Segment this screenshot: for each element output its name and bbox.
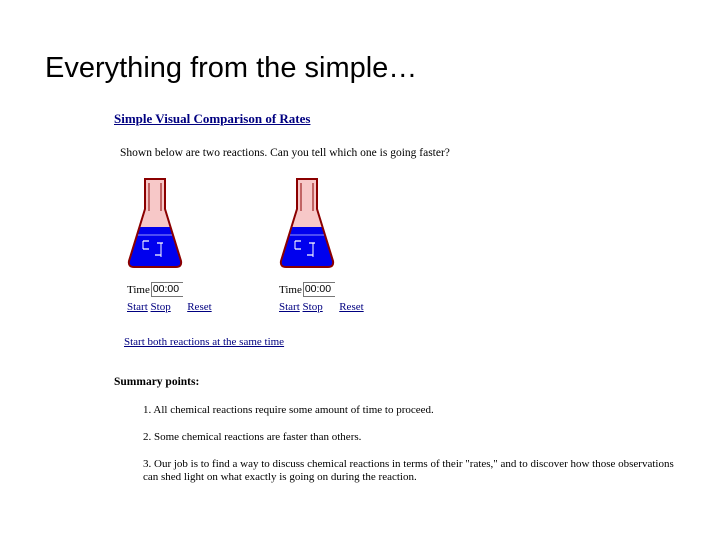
summary-point: 2. Some chemical reactions are faster than others.	[143, 431, 362, 443]
flask-2-image	[279, 177, 335, 269]
stop-link[interactable]: Stop	[150, 301, 171, 313]
page-heading: Simple Visual Comparison of Rates	[114, 111, 311, 126]
time-label: Time	[279, 283, 302, 296]
start-link[interactable]: Start	[279, 301, 300, 313]
summary-point: 1. All chemical reactions require some amount of time to proceed.	[143, 404, 434, 416]
slide-title: Everything from the simple…	[45, 52, 418, 84]
reaction-2-timer	[279, 282, 335, 297]
intro-text: Shown below are two reactions. Can you tell which one is going faster?	[120, 147, 450, 159]
start-link[interactable]: Start	[127, 301, 148, 313]
reaction-1-timer	[127, 282, 183, 297]
summary-heading: Summary points:	[114, 376, 200, 388]
time-label: Time	[127, 283, 150, 296]
summary-point: 3. Our job is to find a way to discuss chemical reactions in terms of their "rates," and to discover how those observations can shed light on what exactly is going on during the reaction.	[143, 458, 674, 483]
start-both-link[interactable]: Start both reactions at the same time	[124, 336, 285, 348]
reset-link[interactable]: Reset	[339, 301, 364, 313]
reset-link[interactable]: Reset	[187, 301, 212, 313]
stop-link[interactable]: Stop	[302, 301, 323, 313]
reaction-2-controls	[279, 301, 364, 313]
flask-1-image	[127, 177, 183, 269]
time-display: 00:00	[151, 282, 183, 297]
reaction-1-controls	[127, 301, 212, 313]
time-display: 00:00	[303, 282, 335, 297]
